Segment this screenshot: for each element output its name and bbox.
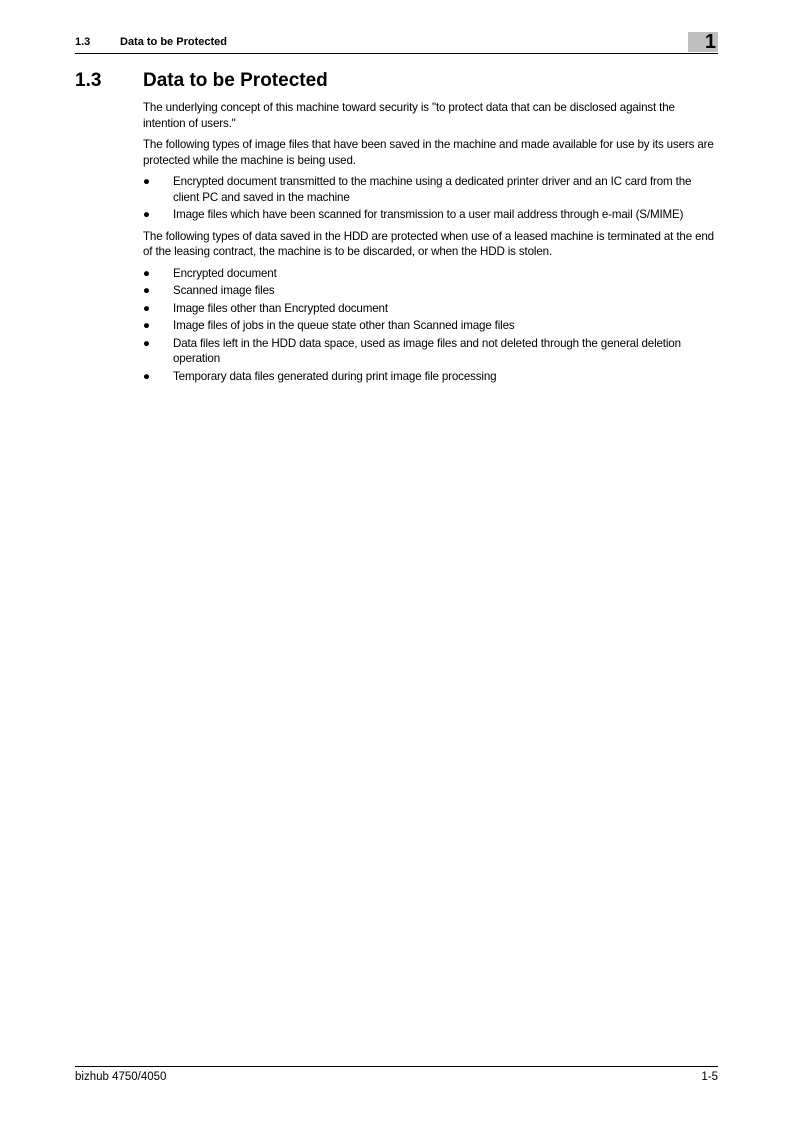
protected-in-use-paragraph: The following types of image files that have been saved in the machine and made available for use by its users are protected while the machine is being used. xyxy=(143,138,714,167)
list-item-text: Data files left in the HDD data space, used as image files and not deleted through the general deletion operation xyxy=(173,336,681,365)
bullet-icon: ● xyxy=(143,208,150,221)
bullet-icon: ● xyxy=(143,266,150,280)
list-item-text: Encrypted document xyxy=(173,266,277,280)
page-footer xyxy=(75,1066,718,1087)
bullet-icon: ● xyxy=(143,319,150,332)
list-item-text: Image files of jobs in the queue state other than Scanned image files xyxy=(173,319,515,332)
list-item xyxy=(143,174,719,205)
list-item xyxy=(143,336,719,367)
list-item xyxy=(143,207,719,223)
footer-page-number: 1-5 xyxy=(701,1071,718,1083)
chapter-tab xyxy=(688,32,718,52)
list-item xyxy=(143,369,719,385)
section-heading-number: 1.3 xyxy=(75,70,102,91)
in-use-protected-list xyxy=(143,174,719,223)
hdd-protected-paragraph: The following types of data saved in the HDD are protected when use of a leased machine is terminated at the end of the leasing contract, the machine is to be discarded, or when the HDD is stolen. xyxy=(143,229,714,258)
list-item-text: Image files other than Encrypted document xyxy=(173,301,388,315)
list-item xyxy=(143,318,719,334)
hdd-protected-list xyxy=(143,266,719,385)
list-item-text: Image files which have been scanned for transmission to a user mail address through e-mail (S/MIME) xyxy=(173,208,684,221)
chapter-number: 1 xyxy=(704,31,716,53)
list-item-text: Scanned image files xyxy=(173,284,275,297)
list-item xyxy=(143,283,719,299)
bullet-icon: ● xyxy=(143,369,150,383)
list-item-text: Encrypted document transmitted to the machine using a dedicated printer driver and an IC card from the client PC and saved in the machine xyxy=(173,175,692,204)
running-header xyxy=(75,31,718,54)
list-item-text: Temporary data files generated during print image file processing xyxy=(173,369,497,383)
footer-product-name: bizhub 4750/4050 xyxy=(75,1071,167,1083)
bullet-icon: ● xyxy=(143,284,150,297)
section-body xyxy=(143,100,719,390)
header-section-number: 1.3 xyxy=(75,36,91,48)
bullet-icon: ● xyxy=(143,301,150,315)
list-item xyxy=(143,301,719,317)
list-item xyxy=(143,266,719,282)
section-heading-title: Data to be Protected xyxy=(143,70,328,91)
bullet-icon: ● xyxy=(143,336,150,350)
header-section-title: Data to be Protected xyxy=(120,36,227,48)
bullet-icon: ● xyxy=(143,175,150,188)
intro-paragraph: The underlying concept of this machine toward security is "to protect data that can be disclosed against the intention of users." xyxy=(143,101,675,130)
